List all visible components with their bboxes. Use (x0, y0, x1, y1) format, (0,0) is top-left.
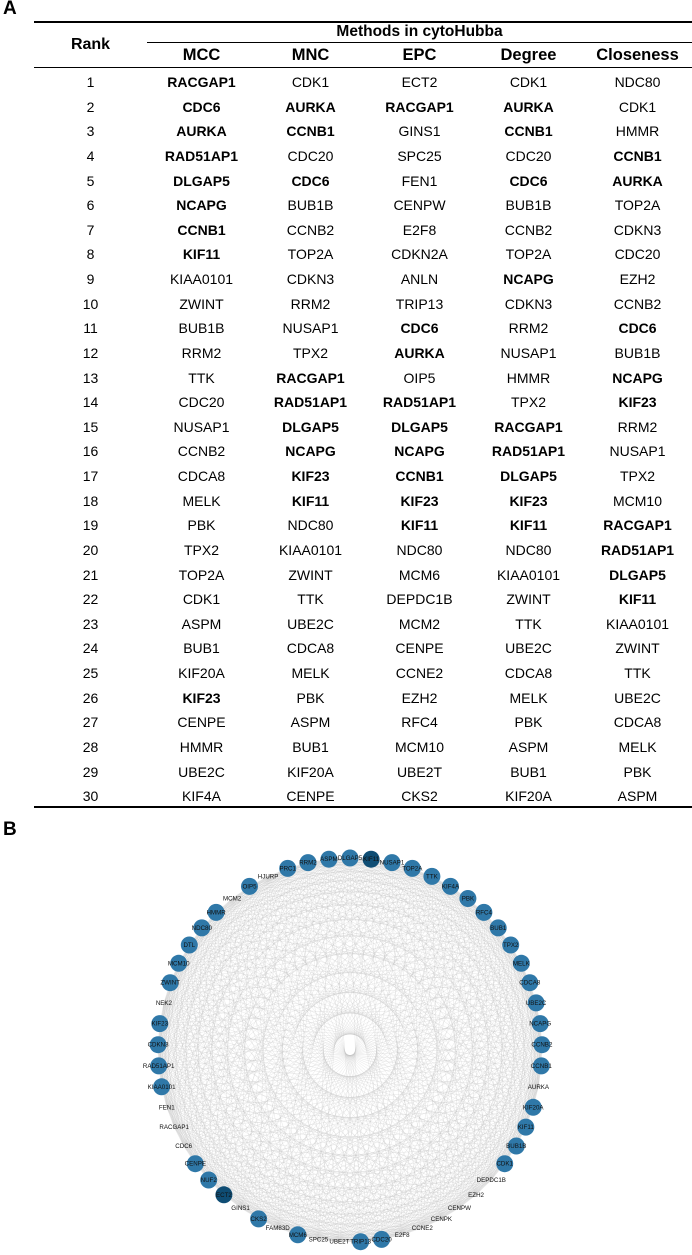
gene-cell-degree: RRM2 (508, 320, 549, 337)
panel-a-label: A (3, 0, 17, 19)
network-node-label: PRC1 (279, 865, 296, 873)
table-row (34, 513, 692, 538)
gene-cell-mnc: CCNB2 (286, 221, 335, 238)
gene-cell-mnc: PBK (296, 689, 325, 706)
gene-cell-degree: CDCA8 (504, 665, 553, 681)
gene-cell-epc: AURKA (394, 344, 445, 361)
gene-cell-closeness: CDC6 (618, 320, 657, 337)
gene-cell-mnc: CDCA8 (286, 640, 335, 657)
network-node-label: FAM83D (265, 1224, 290, 1232)
network-node-label: DEPDC1B (476, 1177, 506, 1184)
gene-cell-mnc: BUB1B (287, 197, 334, 214)
network-edge (159, 1066, 403, 1235)
network-node-label: MELK (512, 960, 530, 968)
network-node-label: E2F8 (394, 1231, 410, 1239)
cytohubba-rank-table (34, 22, 692, 809)
table-row (34, 464, 692, 489)
gene-cell-closeness: RACGAP1 (603, 517, 672, 534)
gene-cell-degree: HMMR (506, 369, 551, 386)
network-node-label: UBE2C (525, 999, 547, 1007)
gene-cell-mcc: RRM2 (181, 344, 222, 361)
gene-cell-mcc: CENPE (177, 714, 226, 731)
gene-cell-degree: ASPM (508, 738, 549, 755)
network-edge (402, 1087, 538, 1235)
method-header-closeness: Closeness (596, 46, 679, 64)
network-node-label: KIF20A (522, 1104, 544, 1112)
gene-cell-mcc: NUSAP1 (173, 418, 230, 435)
gene-cell-mcc: CCNB2 (177, 443, 226, 460)
rank-cell: 11 (83, 320, 98, 337)
network-edge (298, 1066, 542, 1235)
table-row (34, 169, 692, 194)
gene-cell-mnc: CDKN3 (286, 271, 335, 287)
network-node-label: UBE2T (329, 1238, 350, 1246)
gene-cell-epc: MCM6 (398, 566, 441, 583)
rank-table-body (34, 68, 692, 809)
gene-cell-closeness: EZH2 (619, 271, 656, 287)
rank-cell: 30 (82, 788, 99, 805)
gene-cell-closeness: KIAA0101 (605, 615, 670, 632)
gene-cell-degree: BUB1B (505, 197, 552, 214)
network-node-label: TPX2 (502, 942, 519, 949)
gene-cell-mcc: CDCA8 (177, 468, 226, 484)
gene-cell-epc: RACGAP1 (385, 98, 454, 115)
gene-cell-closeness: CCNB1 (613, 147, 662, 164)
gene-cell-mnc: RRM2 (290, 295, 331, 312)
gene-cell-epc: CDKN2A (391, 246, 448, 263)
network-node-label: CENPK (430, 1215, 453, 1223)
rank-cell: 19 (82, 517, 99, 534)
gene-cell-degree: KIF20A (505, 788, 552, 805)
table-row (34, 119, 692, 144)
gene-cell-epc: ANLN (400, 271, 439, 287)
network-node-label: BUB1B (506, 1143, 527, 1150)
network-node-label: PBK (461, 895, 475, 903)
gene-cell-closeness: UBE2C (614, 689, 661, 706)
rank-cell: 25 (82, 665, 99, 681)
network-edge (162, 1087, 298, 1235)
network-node-label: NDC80 (191, 924, 212, 932)
gene-cell-epc: UBE2T (396, 763, 443, 780)
gene-cell-mnc: MELK (291, 665, 330, 681)
gene-cell-degree: KIF23 (509, 492, 548, 509)
gene-cell-closeness: TOP2A (614, 197, 661, 214)
table-row (34, 686, 692, 711)
gene-cell-closeness: HMMR (615, 123, 660, 140)
gene-cell-mnc: RAD51AP1 (273, 394, 348, 411)
gene-cell-degree: TPX2 (510, 394, 546, 411)
network-node-label: CDKN3 (147, 1041, 169, 1049)
network-edge (382, 1107, 534, 1239)
table-row (34, 636, 692, 661)
gene-cell-mnc: KIF11 (291, 492, 330, 509)
gene-cell-mnc: TTK (297, 591, 324, 608)
ppi-network-graph (100, 842, 600, 1252)
rank-cell: 6 (86, 197, 95, 214)
table-row (34, 612, 692, 637)
table-row (34, 68, 692, 95)
gene-cell-mnc: TPX2 (292, 344, 328, 361)
gene-cell-degree: NUSAP1 (500, 344, 557, 361)
table-row (34, 735, 692, 760)
network-node-label: NUSAP1 (379, 859, 405, 867)
gene-cell-mcc: ASPM (181, 615, 222, 632)
network-edge (167, 1107, 319, 1239)
gene-cell-epc: DEPDC1B (386, 591, 453, 608)
gene-cell-mcc: KIF11 (182, 246, 221, 263)
network-node-label: KIF11 (517, 1124, 534, 1132)
network-node-label: MCM10 (167, 960, 190, 968)
rank-cell: 7 (86, 221, 95, 238)
gene-cell-epc: CDC6 (400, 320, 439, 337)
gene-cell-mcc: KIF4A (182, 788, 221, 805)
gene-cell-closeness: MCM10 (613, 492, 663, 509)
gene-cell-closeness: BUB1B (614, 344, 661, 361)
network-node-label: ASPM (320, 856, 338, 864)
rank-cell: 13 (82, 369, 99, 386)
gene-cell-degree: PBK (514, 714, 543, 731)
gene-cell-degree: CDC6 (509, 172, 548, 189)
gene-cell-mcc: NCAPG (176, 197, 227, 214)
gene-cell-degree: NDC80 (505, 541, 552, 558)
network-node-label: HMMR (206, 909, 226, 917)
gene-cell-degree: CCNB1 (504, 123, 553, 140)
gene-cell-closeness: CDCA8 (613, 714, 662, 731)
rank-cell: 28 (82, 738, 99, 755)
network-edge (159, 1066, 319, 1240)
table-row (34, 267, 692, 292)
gene-cell-mcc: RAD51AP1 (164, 147, 239, 164)
network-node-label: CDC20 (371, 1236, 392, 1244)
gene-cell-closeness: MELK (618, 738, 657, 755)
table-row (34, 661, 692, 686)
gene-cell-mnc: KIAA0101 (278, 541, 343, 558)
table-row (34, 563, 692, 588)
gene-cell-epc: RAD51AP1 (382, 394, 457, 411)
gene-cell-degree: ZWINT (506, 591, 551, 608)
gene-cell-degree: TTK (515, 615, 542, 632)
gene-cell-closeness: CDKN3 (613, 221, 662, 238)
network-node-label: CENPE (184, 1160, 206, 1168)
gene-cell-mcc: CCNB1 (177, 221, 226, 238)
table-row (34, 242, 692, 267)
network-node-label: CCNB1 (530, 1062, 552, 1070)
gene-cell-closeness: PBK (623, 763, 652, 780)
method-header-mcc: MCC (182, 46, 221, 64)
rank-cell: 12 (82, 344, 99, 361)
network-edge (250, 886, 468, 898)
rank-cell: 1 (86, 74, 95, 90)
rank-cell: 14 (82, 394, 99, 411)
gene-cell-degree: TOP2A (505, 246, 552, 263)
gene-cell-epc: FEN1 (401, 172, 438, 189)
gene-cell-mcc: BUB1B (178, 320, 225, 337)
table-row (34, 390, 692, 415)
gene-cell-epc: CENPW (393, 197, 446, 214)
gene-cell-mcc: CDC6 (182, 98, 221, 115)
table-row (34, 341, 692, 366)
table-row (34, 538, 692, 563)
method-header-mnc: MNC (291, 46, 330, 64)
methods-group-header: Methods in cytoHubba (147, 22, 692, 43)
rank-cell: 22 (82, 591, 99, 608)
network-node-label: RAD51AP1 (142, 1062, 175, 1070)
gene-cell-epc: KIF23 (400, 492, 439, 509)
gene-cell-closeness: NUSAP1 (609, 443, 666, 460)
gene-cell-epc: CKS2 (401, 788, 438, 805)
table-row (34, 439, 692, 464)
gene-cell-degree: DLGAP5 (500, 468, 557, 484)
rank-cell: 23 (82, 615, 99, 632)
gene-cell-epc: NCAPG (394, 443, 445, 460)
gene-cell-epc: KIF11 (400, 517, 439, 534)
gene-cell-closeness: DLGAP5 (609, 566, 666, 583)
network-node-label: GINS1 (231, 1204, 250, 1212)
gene-cell-epc: CENPE (395, 640, 444, 657)
network-edge (189, 859, 329, 945)
gene-cell-mnc: RACGAP1 (276, 369, 345, 386)
rank-cell: 3 (86, 123, 95, 140)
gene-cell-mnc: CDC6 (291, 172, 330, 189)
gene-cell-epc: DLGAP5 (391, 418, 448, 435)
network-node-label: SPC25 (308, 1236, 329, 1244)
network-node-label: CDCA8 (519, 979, 541, 987)
gene-cell-epc: CCNE2 (395, 665, 444, 681)
gene-cell-mcc: BUB1 (183, 640, 220, 657)
gene-cell-mnc: DLGAP5 (282, 418, 339, 435)
gene-cell-degree: AURKA (503, 98, 554, 115)
network-node-label: NUF2 (200, 1177, 217, 1184)
gene-cell-degree: BUB1 (510, 763, 547, 780)
table-row (34, 710, 692, 735)
gene-cell-mnc: CDC20 (287, 147, 334, 164)
gene-cell-mcc: TOP2A (178, 566, 225, 583)
table-row (34, 193, 692, 218)
table-row (34, 292, 692, 317)
gene-cell-closeness: TTK (624, 665, 651, 681)
gene-cell-epc: E2F8 (402, 221, 437, 238)
gene-cell-degree: UBE2C (505, 640, 552, 657)
table-row (34, 760, 692, 785)
gene-cell-degree: RACGAP1 (494, 418, 563, 435)
gene-cell-mnc: NUSAP1 (282, 320, 339, 337)
gene-cell-epc: NDC80 (396, 541, 443, 558)
rank-cell: 15 (82, 418, 99, 435)
gene-cell-mcc: KIAA0101 (169, 271, 234, 287)
gene-cell-degree: CDC20 (505, 147, 552, 164)
network-node-label: OIP5 (242, 883, 257, 891)
gene-cell-closeness: NDC80 (614, 74, 661, 90)
gene-cell-epc: TRIP13 (395, 295, 444, 312)
rank-header: Rank (70, 36, 111, 53)
network-node-label: DTL (183, 942, 196, 949)
gene-cell-closeness: KIF11 (618, 591, 657, 608)
rank-cell: 20 (82, 541, 99, 558)
gene-cell-degree: CDK1 (509, 74, 548, 90)
network-node-label: KIF23 (151, 1020, 169, 1028)
network-edge (179, 863, 308, 964)
gene-cell-mnc: UBE2C (287, 615, 334, 632)
table-row (34, 587, 692, 612)
gene-cell-epc: MCM10 (394, 738, 444, 755)
gene-cell-epc: EZH2 (401, 689, 438, 706)
gene-cell-mcc: CDC20 (178, 394, 225, 411)
rank-cell: 9 (86, 271, 95, 287)
gene-cell-mcc: CDK1 (182, 591, 221, 608)
gene-cell-degree: KIAA0101 (496, 566, 561, 583)
network-node-label: KIAA0101 (147, 1083, 176, 1091)
network-node-label: TRIP13 (350, 1238, 372, 1246)
rank-cell: 16 (82, 443, 99, 460)
gene-cell-degree: CCNB2 (504, 221, 553, 238)
gene-cell-mnc: BUB1 (292, 738, 329, 755)
gene-cell-epc: ECT2 (401, 74, 438, 90)
rank-cell: 24 (82, 640, 99, 657)
gene-cell-mnc: TOP2A (287, 246, 334, 263)
gene-cell-degree: CDKN3 (504, 295, 553, 312)
gene-cell-epc: OIP5 (403, 369, 436, 386)
gene-cell-closeness: CDC20 (614, 246, 661, 263)
rank-cell: 18 (82, 492, 99, 509)
rank-cell: 27 (82, 714, 99, 731)
gene-cell-closeness: TPX2 (620, 468, 656, 484)
gene-cell-epc: MCM2 (398, 615, 441, 632)
gene-cell-degree: RAD51AP1 (491, 443, 566, 460)
network-edge (250, 886, 539, 1086)
gene-cell-closeness: CCNB2 (613, 295, 662, 312)
gene-cell-mcc: KIF23 (182, 689, 221, 706)
gene-cell-mcc: PBK (187, 517, 216, 534)
rank-cell: 2 (86, 98, 95, 115)
network-node-label: ZWINT (160, 979, 180, 987)
network-node-label: MCM6 (288, 1231, 307, 1239)
table-row (34, 415, 692, 440)
rank-cell: 17 (82, 468, 99, 484)
gene-cell-mcc: ZWINT (179, 295, 224, 312)
network-node-label: CCNE2 (411, 1224, 433, 1232)
gene-cell-epc: SPC25 (397, 147, 442, 164)
network-node-label: CDC6 (175, 1143, 193, 1150)
network-node-label: KIF11 (363, 856, 380, 864)
table-row (34, 784, 692, 809)
network-node-label: CKS2 (250, 1215, 267, 1223)
network-node-label: DLGAP5 (337, 855, 363, 862)
rank-cell: 8 (86, 246, 95, 263)
gene-cell-mcc: MELK (182, 492, 221, 509)
gene-cell-epc: RFC4 (401, 714, 438, 731)
rank-cell: 4 (86, 147, 95, 164)
network-node-label: CCNB2 (531, 1041, 553, 1049)
gene-cell-mnc: ZWINT (288, 566, 333, 583)
gene-cell-epc: CCNB1 (395, 468, 444, 484)
table-row (34, 316, 692, 341)
table-row (34, 95, 692, 120)
rank-cell: 29 (82, 763, 99, 780)
network-node-label: CDK1 (496, 1160, 513, 1168)
table-row (34, 489, 692, 514)
gene-cell-mnc: KIF20A (287, 763, 334, 780)
rank-cell: 26 (82, 689, 99, 706)
gene-cell-closeness: CDK1 (618, 98, 657, 115)
gene-cell-mcc: KIF20A (178, 665, 225, 681)
gene-cell-closeness: RAD51AP1 (600, 541, 675, 558)
gene-cell-mcc: RACGAP1 (167, 74, 236, 90)
gene-cell-closeness: RRM2 (617, 418, 658, 435)
network-node-label: AURKA (527, 1083, 550, 1091)
network-node-label: RFC4 (475, 909, 492, 917)
gene-cell-mcc: TPX2 (183, 541, 219, 558)
gene-cell-mnc: CDK1 (291, 74, 330, 90)
gene-cell-mnc: NDC80 (287, 517, 334, 534)
gene-cell-mnc: ASPM (290, 714, 331, 731)
gene-cell-mcc: TTK (188, 369, 215, 386)
rank-cell: 21 (82, 566, 99, 583)
gene-cell-mnc: CENPE (286, 788, 335, 805)
network-node-label: FEN1 (158, 1104, 175, 1112)
network-node-label: NEK2 (155, 999, 172, 1007)
network-node-label: RRM2 (299, 859, 317, 867)
gene-cell-mcc: DLGAP5 (173, 172, 230, 189)
gene-cell-epc: GINS1 (398, 123, 441, 140)
gene-cell-degree: KIF11 (509, 517, 548, 534)
gene-cell-mcc: AURKA (176, 123, 227, 140)
network-node-label: ECT2 (215, 1191, 232, 1199)
method-header-degree: Degree (500, 46, 557, 64)
network-node-label: NCAPG (529, 1020, 552, 1028)
gene-cell-closeness: ASPM (617, 788, 658, 805)
gene-cell-mcc: HMMR (179, 738, 224, 755)
gene-cell-mnc: CCNB1 (286, 123, 335, 140)
gene-cell-closeness: AURKA (612, 172, 663, 189)
rank-cell: 10 (82, 295, 99, 312)
method-header-epc: EPC (402, 46, 437, 64)
network-node-label: BUB1 (490, 924, 507, 932)
rank-cell: 5 (86, 172, 95, 189)
network-node-label: CENPW (447, 1204, 471, 1212)
network-node-label: HJURP (257, 873, 279, 881)
gene-cell-mnc: KIF23 (291, 468, 330, 484)
network-node-label: KIF4A (441, 883, 460, 891)
gene-cell-mnc: AURKA (285, 98, 336, 115)
network-node-label: TOP2A (402, 865, 423, 873)
network-node-label: EZH2 (468, 1191, 485, 1199)
gene-cell-degree: MELK (509, 689, 548, 706)
gene-cell-degree: NCAPG (503, 271, 554, 287)
network-node-label: RACGAP1 (159, 1124, 189, 1132)
table-row (34, 366, 692, 391)
gene-cell-closeness: KIF23 (618, 394, 657, 411)
gene-cell-closeness: ZWINT (615, 640, 660, 657)
network-node-label: TTK (426, 873, 438, 881)
panel-b-label: B (3, 819, 17, 840)
table-row (34, 218, 692, 243)
gene-cell-closeness: NCAPG (612, 369, 663, 386)
table-row (34, 144, 692, 169)
gene-cell-mcc: UBE2C (178, 763, 225, 780)
network-node-label: MCM2 (222, 895, 242, 903)
gene-cell-mnc: NCAPG (285, 443, 336, 460)
